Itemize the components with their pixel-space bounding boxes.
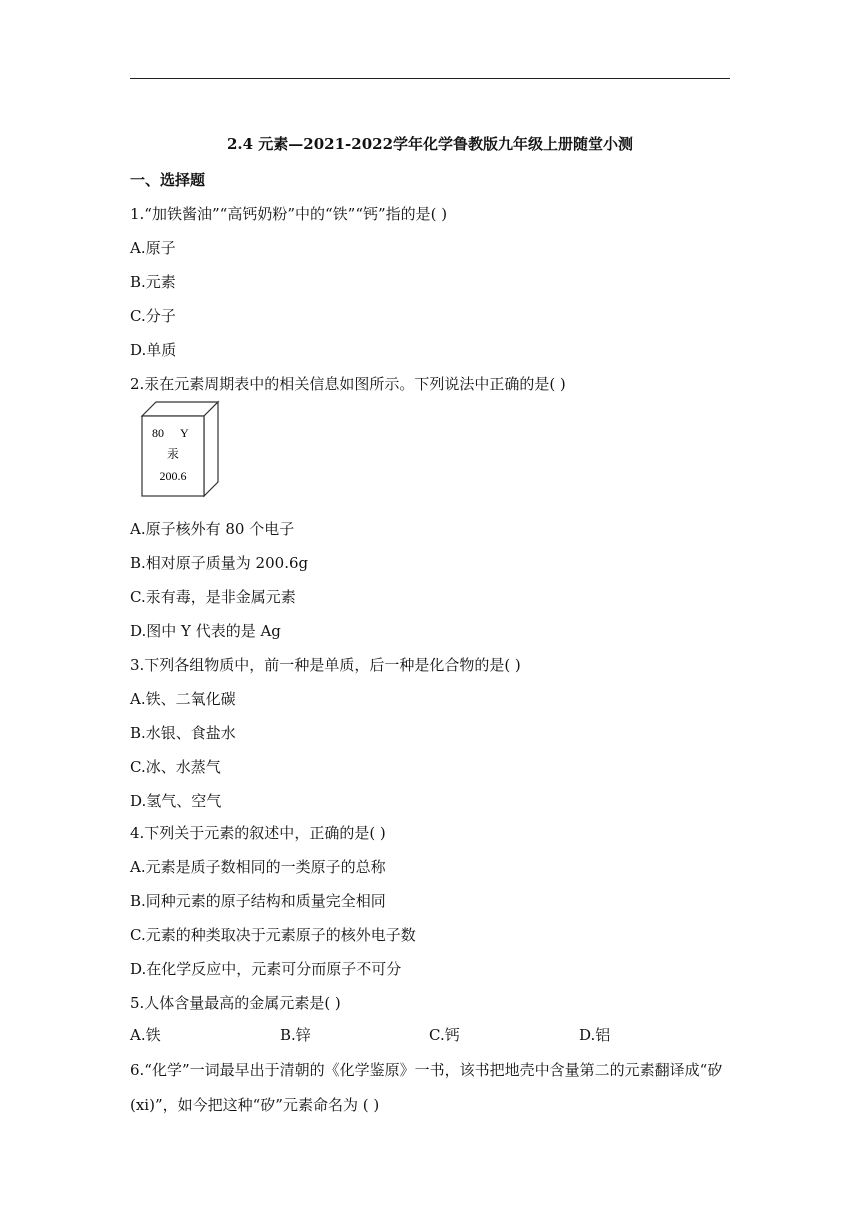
q1-option-a: A.原子	[130, 239, 176, 257]
q4-stem: 4.下列关于元素的叙述中，正确的是( )	[130, 824, 386, 842]
q1-option-b: B.元素	[130, 273, 176, 291]
q3-option-b: B.水银、食盐水	[130, 724, 236, 742]
q2-option-d: D.图中 Y 代表的是 Ag	[130, 622, 281, 640]
q5-options	[130, 1024, 730, 1046]
q4-option-d: D.在化学反应中，元素可分而原子不可分	[130, 960, 402, 978]
page-title: 2.4 元素—2021-2022学年化学鲁教版九年级上册随堂小测	[226, 135, 634, 153]
q5-option-a: A.铁	[130, 1026, 161, 1044]
q2-option-c: C.汞有毒，是非金属元素	[130, 588, 296, 606]
header-rule	[130, 78, 730, 79]
q4-option-a: A.元素是质子数相同的一类原子的总称	[130, 858, 386, 876]
q4-option-b: B.同种元素的原子结构和质量完全相同	[130, 892, 386, 910]
element-symbol: Y	[180, 426, 189, 440]
q3-option-d: D.氢气、空气	[130, 792, 222, 810]
q6-stem-line1: 6.“化学”一词最早出于清朝的《化学鉴原》一书，该书把地壳中含量第二的元素翻译成“矽	[130, 1061, 723, 1079]
q1-option-c: C.分子	[130, 307, 176, 325]
q3-stem: 3.下列各组物质中，前一种是单质，后一种是化合物的是( )	[130, 656, 521, 674]
section-heading: 一、选择题	[130, 171, 206, 189]
q5-option-b: B.锌	[280, 1026, 311, 1044]
q4-option-c: C.元素的种类取决于元素原子的核外电子数	[130, 926, 416, 944]
q2-stem: 2.汞在元素周期表中的相关信息如图所示。下列说法中正确的是( )	[130, 375, 566, 393]
element-name: 汞	[166, 447, 180, 461]
q6-stem-line2: (xi)”，如今把这种“矽”元素命名为 ( )	[130, 1096, 380, 1114]
q1-stem: 1.“加铁酱油”“高钙奶粉”中的“铁”“钙”指的是( )	[130, 205, 448, 223]
q2-option-b: B.相对原子质量为 200.6g	[130, 554, 309, 572]
q3-option-c: C.冰、水蒸气	[130, 758, 221, 776]
q5-option-c: C.钙	[429, 1026, 460, 1044]
q3-option-a: A.铁、二氧化碳	[130, 690, 236, 708]
q2-option-a: A.原子核外有 80 个电子	[130, 520, 295, 538]
q5-option-d: D.铝	[579, 1026, 611, 1044]
element-mass: 200.6	[159, 469, 187, 483]
element-number: 80	[152, 426, 164, 440]
q1-option-d: D.单质	[130, 341, 177, 359]
q5-stem: 5.人体含量最高的金属元素是( )	[130, 994, 341, 1012]
element-cell-figure	[140, 400, 220, 500]
